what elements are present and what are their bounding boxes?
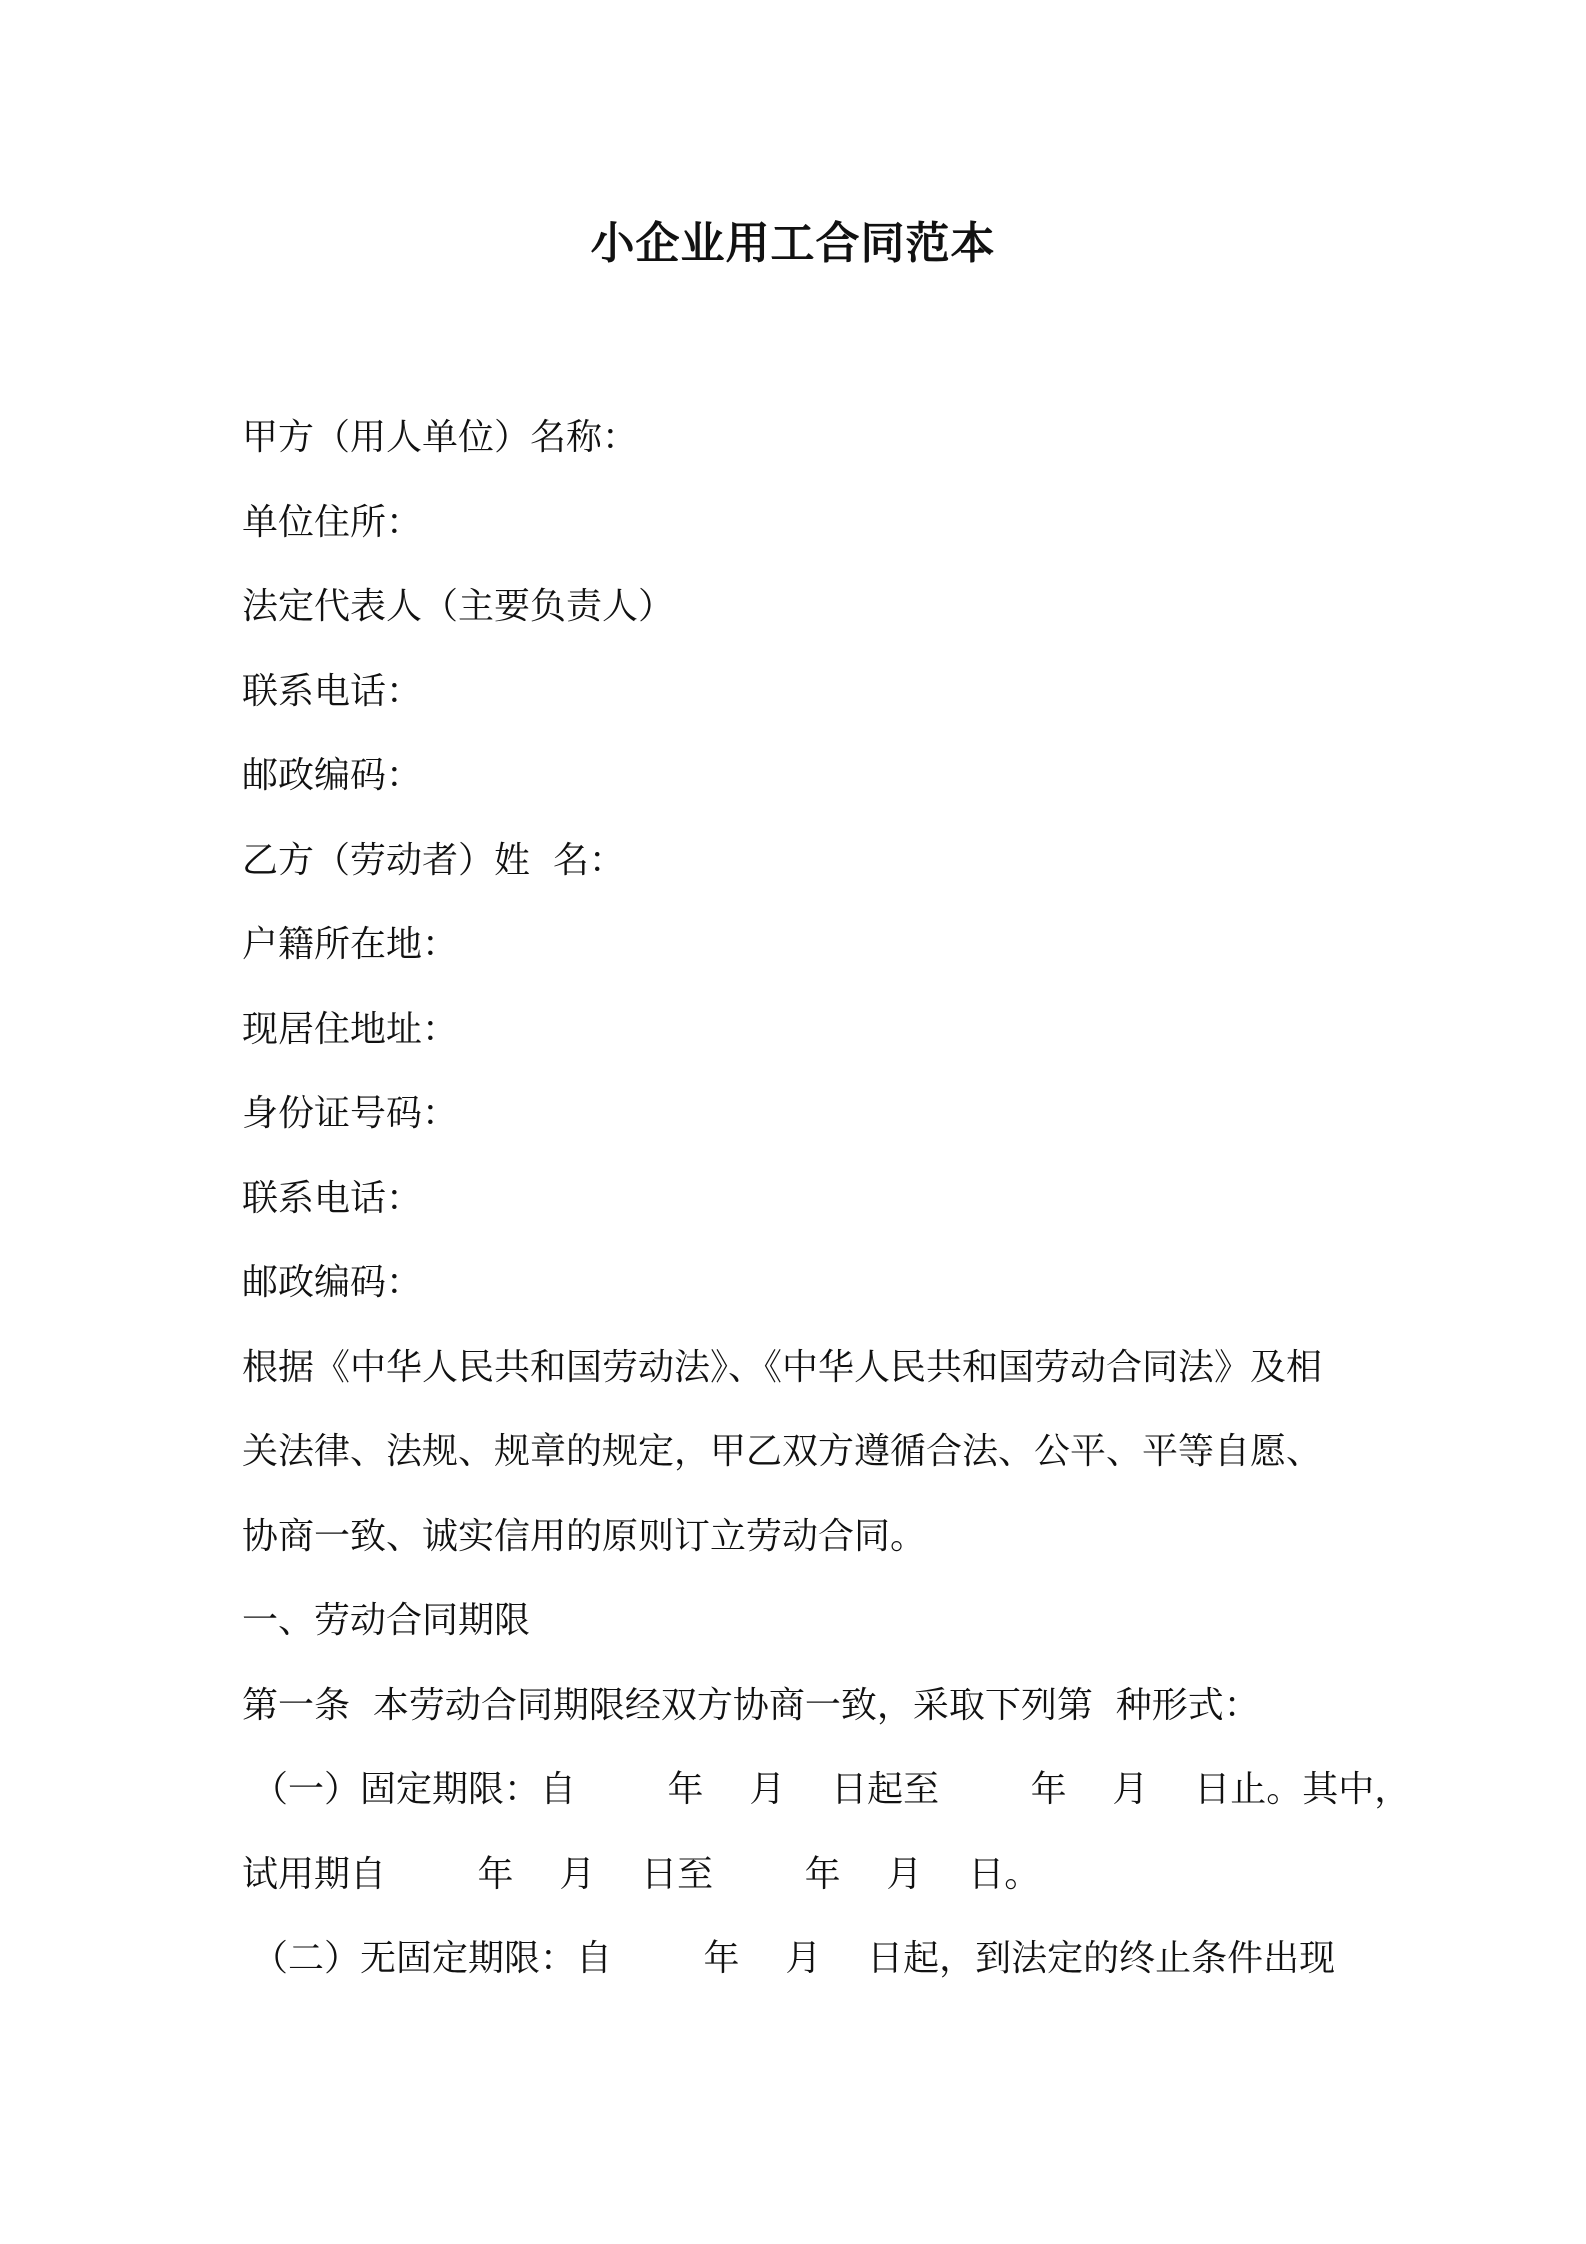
probation-line: 试用期自 年 月 日至 年 月 日。 — [242, 1854, 1041, 1895]
party-a-address-field: 单位住所： — [242, 502, 423, 543]
party-b-phone-field: 联系电话： — [242, 1178, 423, 1219]
preamble-line: 关法律、法规、规章的规定，甲乙双方遵循合法、公平、平等自愿、 — [242, 1431, 1323, 1472]
party-b-postcode-field: 邮政编码： — [242, 1262, 423, 1303]
document-title: 小企业用工合同范本 — [590, 218, 996, 269]
section-heading: 一、劳动合同期限 — [242, 1600, 531, 1641]
preamble-line: 根据《中华人民共和国劳动法》、《中华人民共和国劳动合同法》及相 — [242, 1347, 1323, 1388]
party-a-name-field: 甲方（用人单位）名称： — [242, 417, 639, 458]
party-a-legal-rep-field: 法定代表人（主要负责人） — [242, 586, 675, 627]
party-b-name-field: 乙方（劳动者）姓 名： — [242, 840, 625, 881]
party-a-postcode-field: 邮政编码： — [242, 755, 423, 796]
party-b-residence-field: 现居住地址： — [242, 1009, 459, 1050]
preamble-line: 协商一致、诚实信用的原则订立劳动合同。 — [242, 1516, 927, 1557]
fixed-term-line: （一）固定期限：自 年 月 日起至 年 月 日止。其中， — [252, 1769, 1411, 1810]
party-a-phone-field: 联系电话： — [242, 671, 423, 712]
article-1-text: 第一条 本劳动合同期限经双方协商一致，采取下列第 种形式： — [242, 1685, 1260, 1726]
party-b-household-field: 户籍所在地： — [242, 924, 459, 965]
party-b-id-field: 身份证号码： — [242, 1093, 459, 1134]
open-term-line: （二）无固定期限：自 年 月 日起，到法定的终止条件出现 — [252, 1938, 1336, 1979]
